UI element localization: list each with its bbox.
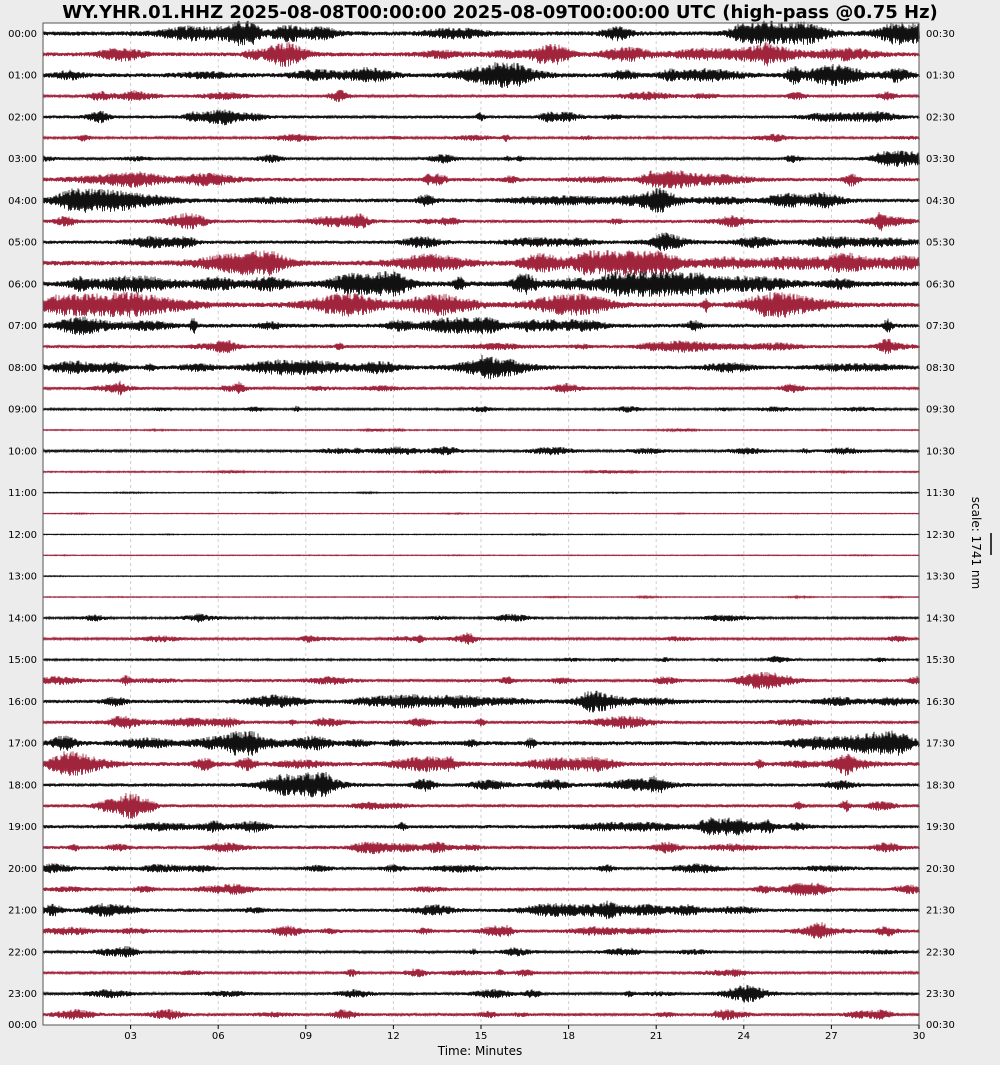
right-time-label: 12:30 (926, 529, 955, 541)
right-time-label: 00:30 (926, 1020, 955, 1031)
left-time-label: 21:00 (8, 905, 37, 917)
left-time-label: 18:00 (8, 780, 37, 792)
left-time-label: 03:00 (8, 154, 37, 166)
left-time-label: 17:00 (8, 738, 37, 750)
right-time-label: 09:30 (926, 404, 955, 416)
left-time-label: 22:00 (8, 947, 37, 959)
right-time-label: 10:30 (926, 446, 955, 458)
left-time-label: 00:00 (8, 28, 37, 40)
right-time-label: 16:30 (926, 696, 955, 708)
left-time-label: 19:00 (8, 822, 37, 834)
x-tick-label: 06 (211, 1031, 225, 1042)
left-time-label: 02:00 (8, 112, 37, 124)
left-time-label: 20:00 (8, 863, 37, 875)
left-time-label: 11:00 (8, 488, 37, 500)
right-time-label: 00:30 (926, 28, 955, 40)
left-time-label: 14:00 (8, 613, 37, 625)
x-tick-label: 12 (387, 1031, 400, 1042)
right-time-label: 13:30 (926, 571, 955, 583)
right-time-label: 06:30 (926, 279, 955, 291)
right-time-label: 08:30 (926, 362, 955, 374)
right-time-label: 07:30 (926, 321, 955, 333)
x-tick-label: 09 (299, 1031, 313, 1042)
scale-label: scale: 1741 nm (969, 496, 983, 590)
left-time-label: 04:00 (8, 195, 37, 207)
right-time-label: 22:30 (926, 947, 955, 959)
left-time-label: 12:00 (8, 529, 37, 541)
right-time-label: 01:30 (926, 70, 955, 82)
left-time-label: 07:00 (8, 321, 37, 333)
x-tick-label: 30 (912, 1031, 926, 1042)
left-time-label: 13:00 (8, 571, 37, 583)
right-time-label: 18:30 (926, 780, 955, 792)
right-time-label: 14:30 (926, 613, 955, 625)
left-time-label: 15:00 (8, 655, 37, 667)
x-axis-ticks (124, 1025, 925, 1042)
left-time-label: 00:00 (8, 1020, 37, 1031)
left-time-label: 01:00 (8, 70, 37, 82)
left-time-label: 09:00 (8, 404, 37, 416)
right-time-label: 03:30 (926, 154, 955, 166)
right-time-label: 20:30 (926, 863, 955, 875)
right-time-labels (926, 29, 955, 1031)
left-time-label: 05:00 (8, 237, 37, 249)
x-axis-label: Time: Minutes (437, 1044, 523, 1058)
x-tick-label: 03 (124, 1031, 137, 1042)
x-tick-label: 21 (649, 1031, 663, 1042)
right-time-label: 17:30 (926, 738, 955, 750)
right-time-label: 02:30 (926, 112, 955, 124)
right-time-label: 21:30 (926, 905, 955, 917)
left-time-label: 23:00 (8, 989, 37, 1001)
x-tick-label: 27 (825, 1031, 838, 1042)
x-tick-label: 15 (474, 1031, 488, 1042)
right-time-label: 04:30 (926, 195, 955, 207)
left-time-label: 08:00 (8, 362, 37, 374)
x-tick-label: 18 (562, 1031, 575, 1042)
right-time-label: 23:30 (926, 989, 955, 1001)
right-time-label: 15:30 (926, 655, 955, 667)
left-time-label: 06:00 (8, 279, 37, 291)
right-time-label: 11:30 (926, 488, 955, 500)
x-tick-label: 24 (737, 1031, 751, 1042)
left-time-labels (8, 29, 37, 1031)
left-time-label: 16:00 (8, 696, 37, 708)
left-time-label: 10:00 (8, 446, 37, 458)
right-time-label: 05:30 (926, 237, 955, 249)
right-time-label: 19:30 (926, 822, 955, 834)
chart-title: WY.YHR.01.HHZ 2025-08-08T00:00:00 2025-08-09T00:00:00 UTC (high-pass @0.75 Hz) (62, 2, 938, 23)
